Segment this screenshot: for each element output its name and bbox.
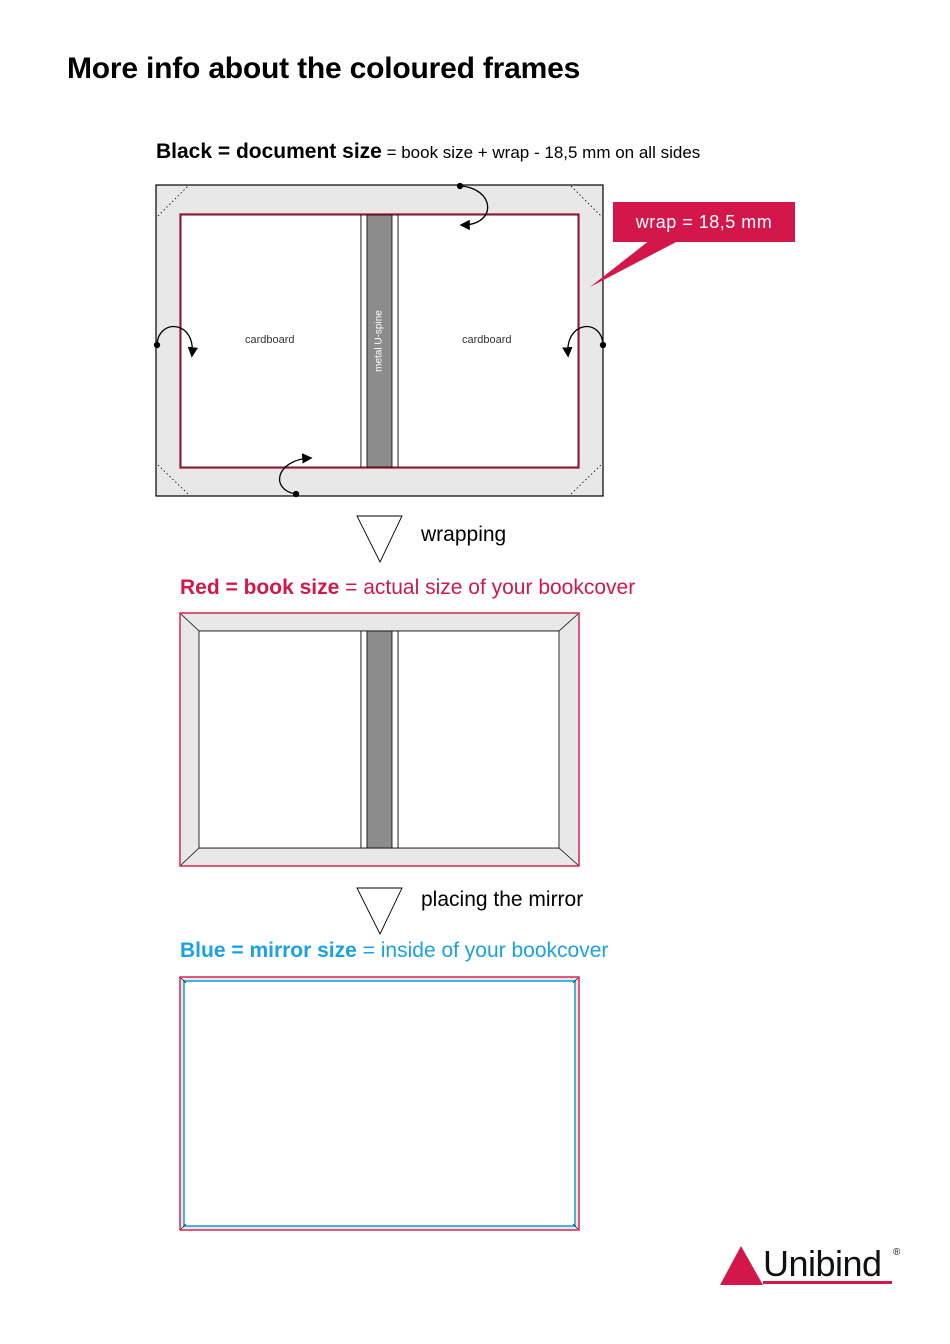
wrapping-step-triangle <box>357 516 402 562</box>
spine-label: metal U-spine <box>373 310 385 372</box>
wrap-size-badge: wrap = 18,5 mm <box>613 202 795 242</box>
registered-mark: ® <box>893 1247 901 1258</box>
mirror-step-triangle <box>357 888 402 934</box>
black-frame-caption-rest: = book size + wrap - 18,5 mm on all sides <box>381 143 701 162</box>
mirror-step-label: placing the mirror <box>421 888 584 911</box>
cardboard-left-label: cardboard <box>245 334 295 346</box>
blue-frame-caption <box>180 939 608 963</box>
red-frame-caption <box>180 576 635 600</box>
blue-frame-caption-bold: Blue = mirror size <box>180 939 357 962</box>
book-size-diagram <box>180 613 579 866</box>
cardboard-right-label: cardboard <box>462 334 512 346</box>
unibind-logo-text: Unibind <box>763 1243 882 1284</box>
red-frame-caption-rest: = actual size of your bookcover <box>339 576 636 599</box>
unibind-logo-mark <box>720 1246 763 1285</box>
mirror-size-diagram <box>180 977 579 1230</box>
black-frame-caption-bold: Black = document size <box>156 140 382 163</box>
page-title: More info about the coloured frames <box>67 52 581 85</box>
wrapping-step-label: wrapping <box>421 523 507 546</box>
blue-frame-caption-rest: = inside of your bookcover <box>356 939 609 962</box>
red-frame-caption-bold: Red = book size <box>180 576 340 599</box>
